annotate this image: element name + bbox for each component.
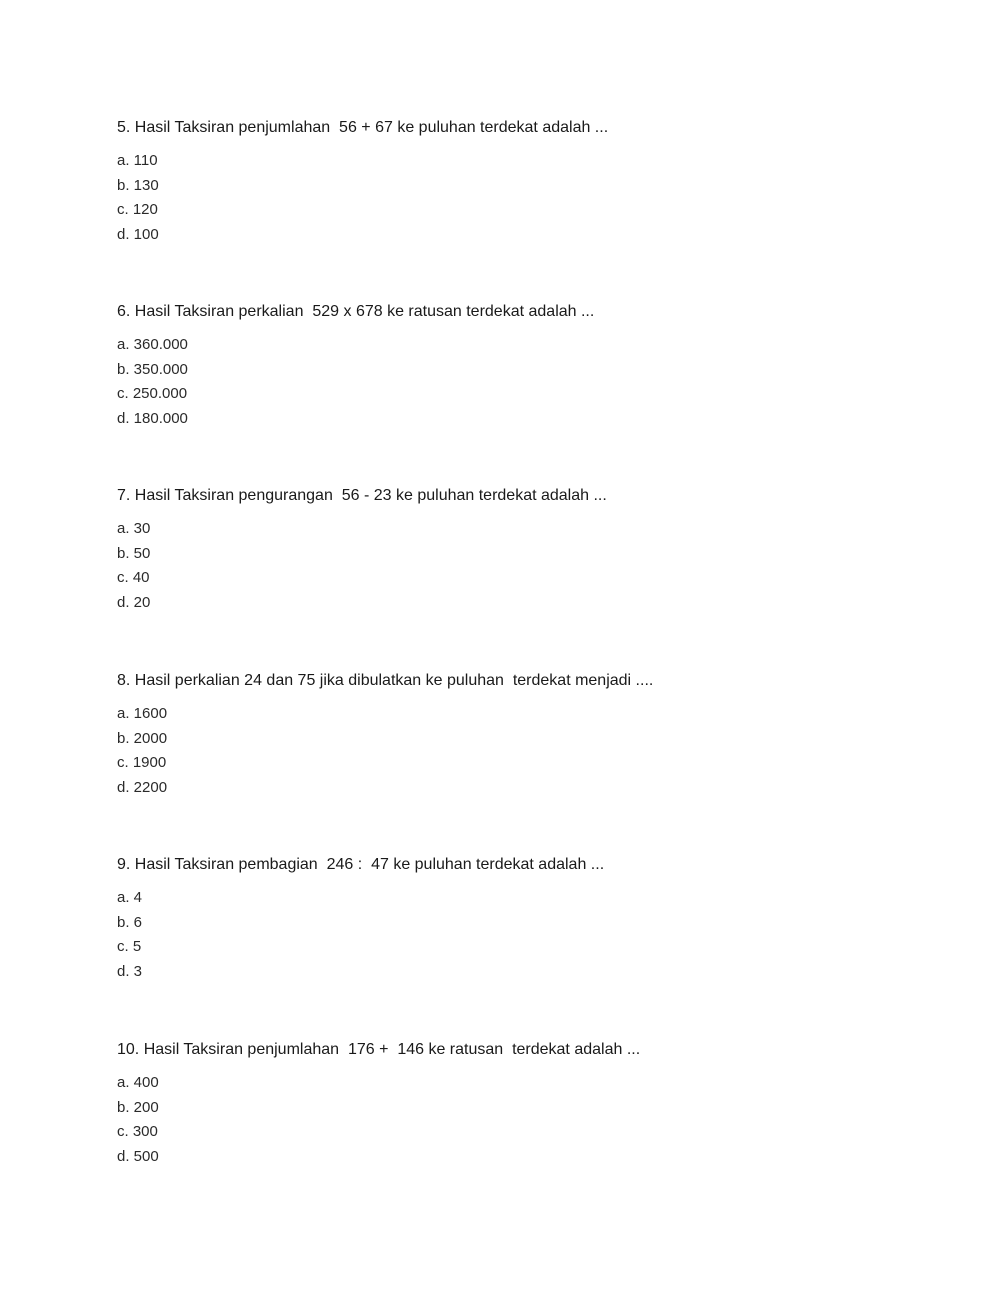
option-d: d. 2200 (117, 778, 168, 796)
question-5 (117, 118, 608, 247)
question-7 (117, 486, 607, 615)
option-list (117, 702, 653, 800)
option-b: b. 6 (117, 913, 143, 931)
option-b: b. 130 (117, 176, 159, 194)
option-a: a. 110 (117, 152, 158, 169)
question-8 (117, 671, 653, 800)
question-text: 8. Hasil perkalian 24 dan 75 jika dibulatkan ke puluhan terdekat menjadi .... (117, 672, 654, 689)
question-text: 7. Hasil Taksiran pengurangan 56 - 23 ke puluhan terdekat adalah ... (117, 487, 607, 504)
option-list (117, 1071, 640, 1169)
option-a: a. 30 (117, 520, 151, 537)
option-list (117, 886, 604, 984)
option-c: c. 5 (117, 938, 142, 956)
option-c: c. 1900 (117, 754, 167, 772)
option-a: a. 400 (117, 1074, 159, 1091)
question-9 (117, 855, 604, 984)
option-a: a. 4 (117, 889, 143, 906)
option-c: c. 300 (117, 1123, 158, 1141)
question-text: 9. Hasil Taksiran pembagian 246 : 47 ke puluhan terdekat adalah ... (117, 856, 605, 873)
option-d: d. 500 (117, 1147, 159, 1165)
question-text: 5. Hasil Taksiran penjumlahan 56 + 67 ke puluhan terdekat adalah ... (117, 119, 609, 136)
option-list (117, 333, 594, 431)
question-6 (117, 302, 594, 431)
option-list (117, 149, 608, 247)
option-b: b. 2000 (117, 729, 168, 747)
option-a: a. 360.000 (117, 336, 188, 353)
option-b: b. 50 (117, 544, 151, 562)
option-c: c. 120 (117, 201, 158, 219)
option-d: d. 3 (117, 962, 143, 980)
question-text: 6. Hasil Taksiran perkalian 529 x 678 ke ratusan terdekat adalah ... (117, 303, 595, 320)
option-b: b. 350.000 (117, 360, 188, 378)
question-10 (117, 1040, 640, 1169)
question-text: 10. Hasil Taksiran penjumlahan 176 + 146 ke ratusan terdekat adalah ... (117, 1041, 641, 1058)
option-b: b. 200 (117, 1098, 159, 1116)
option-d: d. 20 (117, 593, 151, 611)
option-d: d. 180.000 (117, 409, 188, 427)
option-a: a. 1600 (117, 705, 168, 722)
option-list (117, 517, 607, 615)
option-d: d. 100 (117, 225, 159, 243)
option-c: c. 250.000 (117, 385, 188, 403)
option-c: c. 40 (117, 569, 150, 587)
